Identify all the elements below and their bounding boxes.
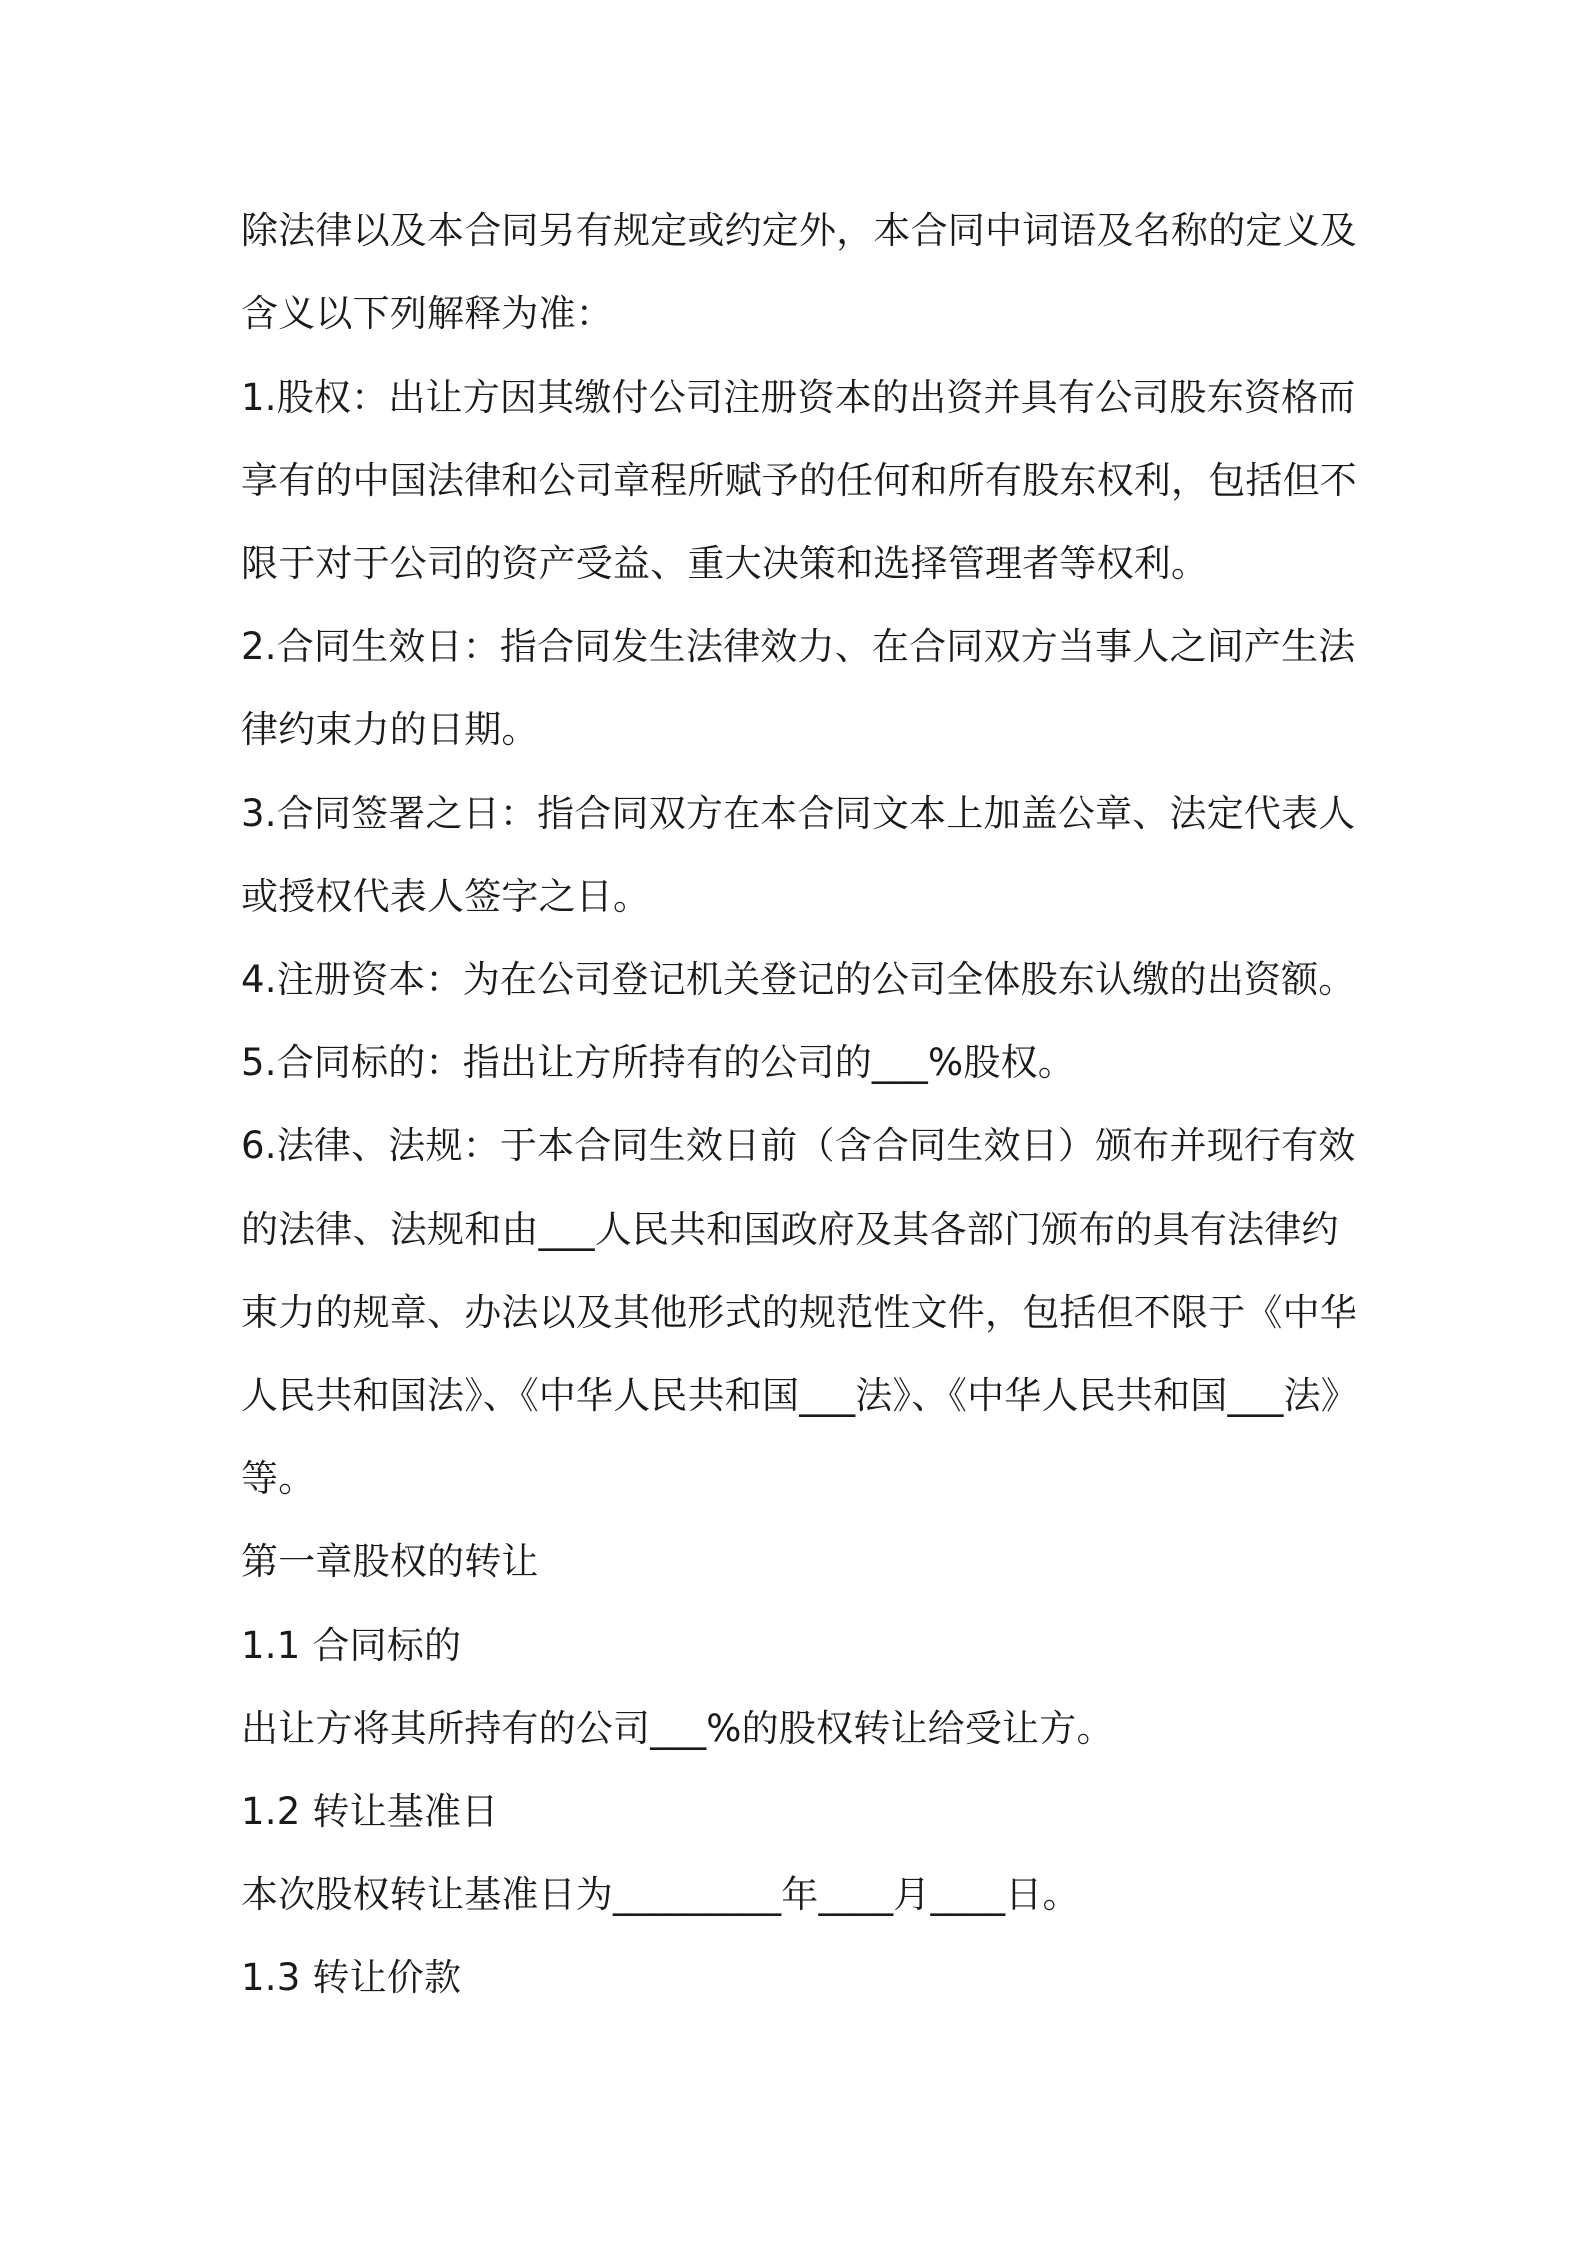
section-heading: 1.2 转让基准日: [241, 1790, 499, 1833]
text-line: 4.注册资本：为在公司登记机关登记的公司全体股东认缴的出资额。: [241, 958, 1356, 1001]
text-line: 的法律、法规和由___人民共和国政府及其各部门颁布的具有法律约: [241, 1208, 1339, 1251]
text-line: 2.合同生效日：指合同发生法律效力、在合同双方当事人之间产生法: [241, 625, 1356, 668]
text-line: 出让方将其所持有的公司___%的股权转让给受让方。: [241, 1707, 1114, 1750]
text-line: 本次股权转让基准日为_________年____月____日。: [241, 1873, 1080, 1916]
chapter-heading: 第一章股权的转让: [241, 1540, 539, 1583]
text-line: 5.合同标的：指出让方所持有的公司的___%股权。: [241, 1041, 1075, 1084]
section-heading: 1.3 转让价款: [241, 1956, 462, 1999]
text-line: 含义以下列解释为准：: [241, 292, 613, 335]
text-line: 1.股权：出让方因其缴付公司注册资本的出资并具有公司股东资格而: [241, 376, 1356, 419]
text-line: 享有的中国法律和公司章程所赋予的任何和所有股东权利，包括但不: [241, 459, 1357, 502]
text-line: 束力的规章、办法以及其他形式的规范性文件，包括但不限于《中华: [241, 1291, 1357, 1334]
text-line: 3.合同签署之日：指合同双方在本合同文本上加盖公章、法定代表人: [241, 792, 1356, 835]
section-heading: 1.1 合同标的: [241, 1624, 462, 1667]
text-line: 限于对于公司的资产受益、重大决策和选择管理者等权利。: [241, 542, 1209, 585]
text-line: 律约束力的日期。: [241, 708, 539, 751]
text-line: 人民共和国法》、《中华人民共和国___法》、《中华人民共和国___法》: [241, 1374, 1358, 1417]
text-line: 除法律以及本合同另有规定或约定外，本合同中词语及名称的定义及: [241, 209, 1357, 252]
text-line: 6.法律、法规：于本合同生效日前（含合同生效日）颁布并现行有效: [241, 1124, 1356, 1167]
text-line: 或授权代表人签字之日。: [241, 875, 651, 918]
text-line: 等。: [241, 1457, 316, 1500]
